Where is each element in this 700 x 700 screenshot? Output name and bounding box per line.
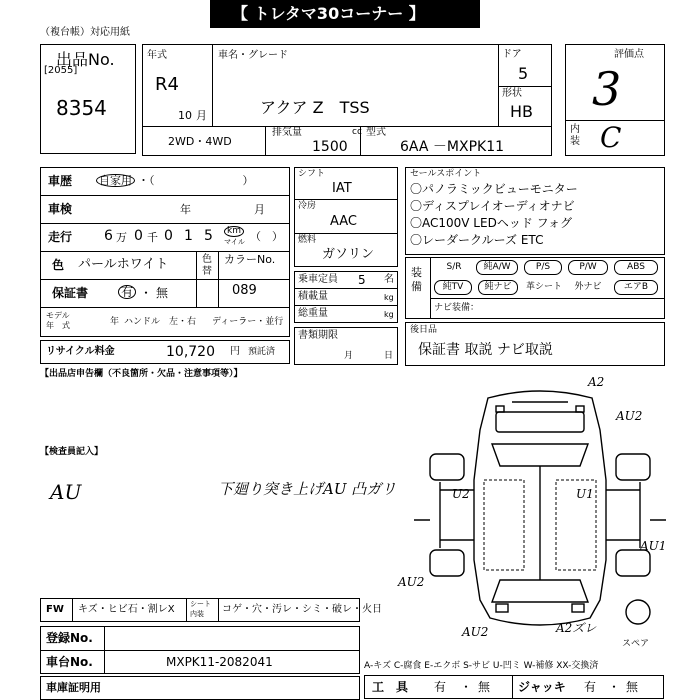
doc-day: 日 (384, 351, 394, 361)
mark-u2: U2 (452, 487, 470, 501)
tools-no: 無 (478, 680, 491, 694)
mark-bottom-left: AU2 (398, 575, 425, 589)
inspection-month: 月 (254, 203, 265, 216)
spare-label: スペア (622, 639, 650, 649)
model-year-handle: ハンドル 左・右 (124, 317, 197, 327)
banner-title: 【 トレタマ30コーナー 】 (232, 4, 425, 23)
year-month: 10 (178, 109, 192, 122)
legend: A-キズ C-腐食 E-エクボ S-サビ U-凹ミ W-補修 XX-交換済 (364, 661, 599, 671)
damage-seat-items: コゲ・穴・汚レ・シミ・破レ・火日 (222, 604, 382, 615)
mark-top: A2 (588, 375, 605, 389)
capacity-unit: 名 (384, 274, 394, 285)
mileage-km: km (224, 226, 244, 237)
interior-value: C (600, 121, 622, 154)
score-value: 3 (592, 62, 622, 116)
exhibitor-note-label: 【出品店申告欄（不良箇所・欠品・注意事項等）】 (40, 369, 243, 379)
recycle-value: 10,720 (166, 344, 215, 360)
model-year-label1: モデル (46, 311, 70, 320)
jack-no: 無 (626, 680, 639, 694)
sales-item-2: 〇ディスプレイオーディオナビ (410, 199, 575, 213)
displacement-unit: cc (352, 127, 362, 137)
history-rest: ・（ ） (138, 174, 254, 187)
doors-value: 5 (518, 64, 529, 83)
model-label: 型式 (366, 127, 386, 138)
lot-label: 出品No. (56, 50, 115, 69)
recycle-label: リサイクル料金 (46, 346, 115, 357)
load-label: 積載量 (298, 291, 328, 302)
sales-item-4: 〇レーダークルーズ ETC (410, 233, 544, 247)
gross-unit: kg (384, 310, 394, 319)
mark-bottom2: A2ズレ (556, 621, 597, 635)
inspector-left: AU (50, 480, 82, 504)
mark-u1: U1 (576, 487, 594, 501)
equip-leather: 革シート (525, 282, 562, 292)
model-value: 6AA －MXPK11 (400, 139, 505, 155)
lot-stamp: [2055] (44, 65, 78, 76)
doors-label: ドア (502, 49, 522, 60)
equip-navi: 純ナビ (478, 280, 518, 295)
score-label: 評価点 (614, 49, 644, 60)
tools-label: 工 具 (372, 680, 409, 694)
damage-seat-label1: シート (190, 600, 211, 608)
doc-month: 月 (344, 351, 354, 361)
registration-label: 登録No. (46, 631, 93, 645)
jack-sep: ・ (608, 680, 621, 694)
inspector-label: 【検査員記入】 (40, 447, 104, 457)
color-code-label: カラーNo. (224, 253, 276, 266)
shape-label: 形状 (502, 88, 522, 99)
equip-ps: P/S (524, 260, 562, 275)
damage-fw: FW (46, 604, 64, 615)
displacement-value: 1500 (312, 139, 348, 155)
drive-label: 2WD・4WD (168, 135, 232, 148)
equip-airbag: エアB (614, 280, 658, 295)
equip-navi-label: ナビ装備： (434, 303, 480, 313)
equip-abs: ABS (614, 260, 658, 275)
year-label: 年式 (147, 50, 167, 61)
displacement-label: 排気量 (272, 127, 302, 138)
recycle-note: 預託済 (248, 347, 276, 357)
fuel-label: 燃料 (298, 235, 317, 245)
shape-value: HB (510, 102, 534, 121)
mark-bottom1: AU2 (462, 625, 489, 639)
model-year-label2: 年 式 (46, 321, 70, 330)
equip-aw: 純A/W (476, 260, 518, 275)
gross-label: 総重量 (298, 308, 328, 319)
interior-label: 内装 (570, 124, 580, 147)
fuel-value: ガソリン (322, 247, 375, 262)
mileage-u2: 千 (147, 231, 158, 244)
tools-sep: ・ (460, 680, 473, 694)
mileage-label: 走行 (48, 230, 73, 244)
aircon-label: 冷房 (298, 201, 317, 211)
warranty-label: 保証書 (52, 286, 89, 300)
chassis-value: MXPK11-2082041 (166, 655, 273, 669)
notes-label: 後日品 (410, 325, 438, 335)
sales-item-3: 〇AC100V LEDヘッド フォグ (410, 216, 573, 230)
warranty-yes: 有 (118, 285, 136, 299)
damage-fw-items: キズ・ヒビ石・割レX (78, 604, 175, 615)
inspection-label: 車検 (48, 202, 73, 216)
mark-top-right: AU2 (616, 409, 643, 423)
warranty-sep: ・ (140, 286, 153, 300)
jack-yes: 有 (584, 680, 597, 694)
mileage-u1: 万 (116, 231, 127, 244)
jack-label: ジャッキ (518, 680, 566, 694)
inspector-right: 下廻り突き上げAU 凸ガリ (218, 480, 397, 498)
mileage-mile: マイル (224, 238, 245, 246)
car-name-label: 車名・グレード (218, 50, 288, 61)
load-unit: kg (384, 293, 394, 302)
equip-pw: P/W (568, 260, 608, 275)
mileage-d4: 1 (184, 228, 193, 244)
mileage-d2: 0 (134, 228, 143, 244)
chassis-label: 車台No. (46, 655, 93, 669)
damage-seat-label2: 内装 (190, 610, 204, 618)
shift-value: IAT (332, 181, 352, 196)
tools-yes: 有 (434, 680, 447, 694)
doc-label: 書類期限 (298, 330, 338, 341)
sales-label: セールスポイント (410, 169, 482, 179)
recycle-unit: 円 (230, 346, 240, 357)
model-year-dealer: ディーラー・並行 (212, 317, 284, 327)
color-label: 色 (52, 258, 65, 272)
mileage-d5: 5 (204, 228, 213, 244)
color-value: パールホワイト (78, 257, 169, 272)
spec-box (40, 167, 290, 337)
sales-item-1: 〇パノラミックビューモニター (410, 182, 578, 196)
notes-value: 保証書 取説 ナビ取説 (418, 342, 553, 358)
inspection-year: 年 (180, 203, 191, 216)
capacity-label: 乗車定員 (298, 274, 338, 285)
header-note: （複台帳）対応用紙 (40, 27, 130, 38)
history-value: 自家用 (96, 174, 135, 187)
mileage-d1: 6 (104, 228, 113, 244)
aircon-value: AAC (330, 214, 357, 229)
mileage-paren: （ ） (250, 230, 283, 243)
year-value: R4 (155, 74, 179, 95)
warranty-no: 無 (156, 286, 169, 300)
color-repaint: 色替 (202, 254, 212, 277)
equip-sr: S/R (446, 262, 462, 272)
equip-ext-navi: 外ナビ (574, 282, 602, 292)
model-year-year: 年 (110, 317, 120, 327)
equipment-label: 装備 (411, 266, 422, 293)
car-name-value: アクア Z TSS (260, 98, 370, 117)
lot-number: 8354 (56, 96, 107, 120)
year-month-unit: 月 (196, 109, 207, 122)
mark-right: AU1 (640, 539, 667, 553)
equip-tv: 純TV (434, 280, 472, 295)
mileage-d3: 0 (164, 228, 173, 244)
color-code: 089 (232, 283, 257, 298)
capacity-value: 5 (358, 273, 366, 287)
certificate-label: 車庫証明用 (46, 681, 101, 694)
shift-label: シフト (298, 169, 326, 179)
history-label: 車歴 (48, 174, 73, 188)
